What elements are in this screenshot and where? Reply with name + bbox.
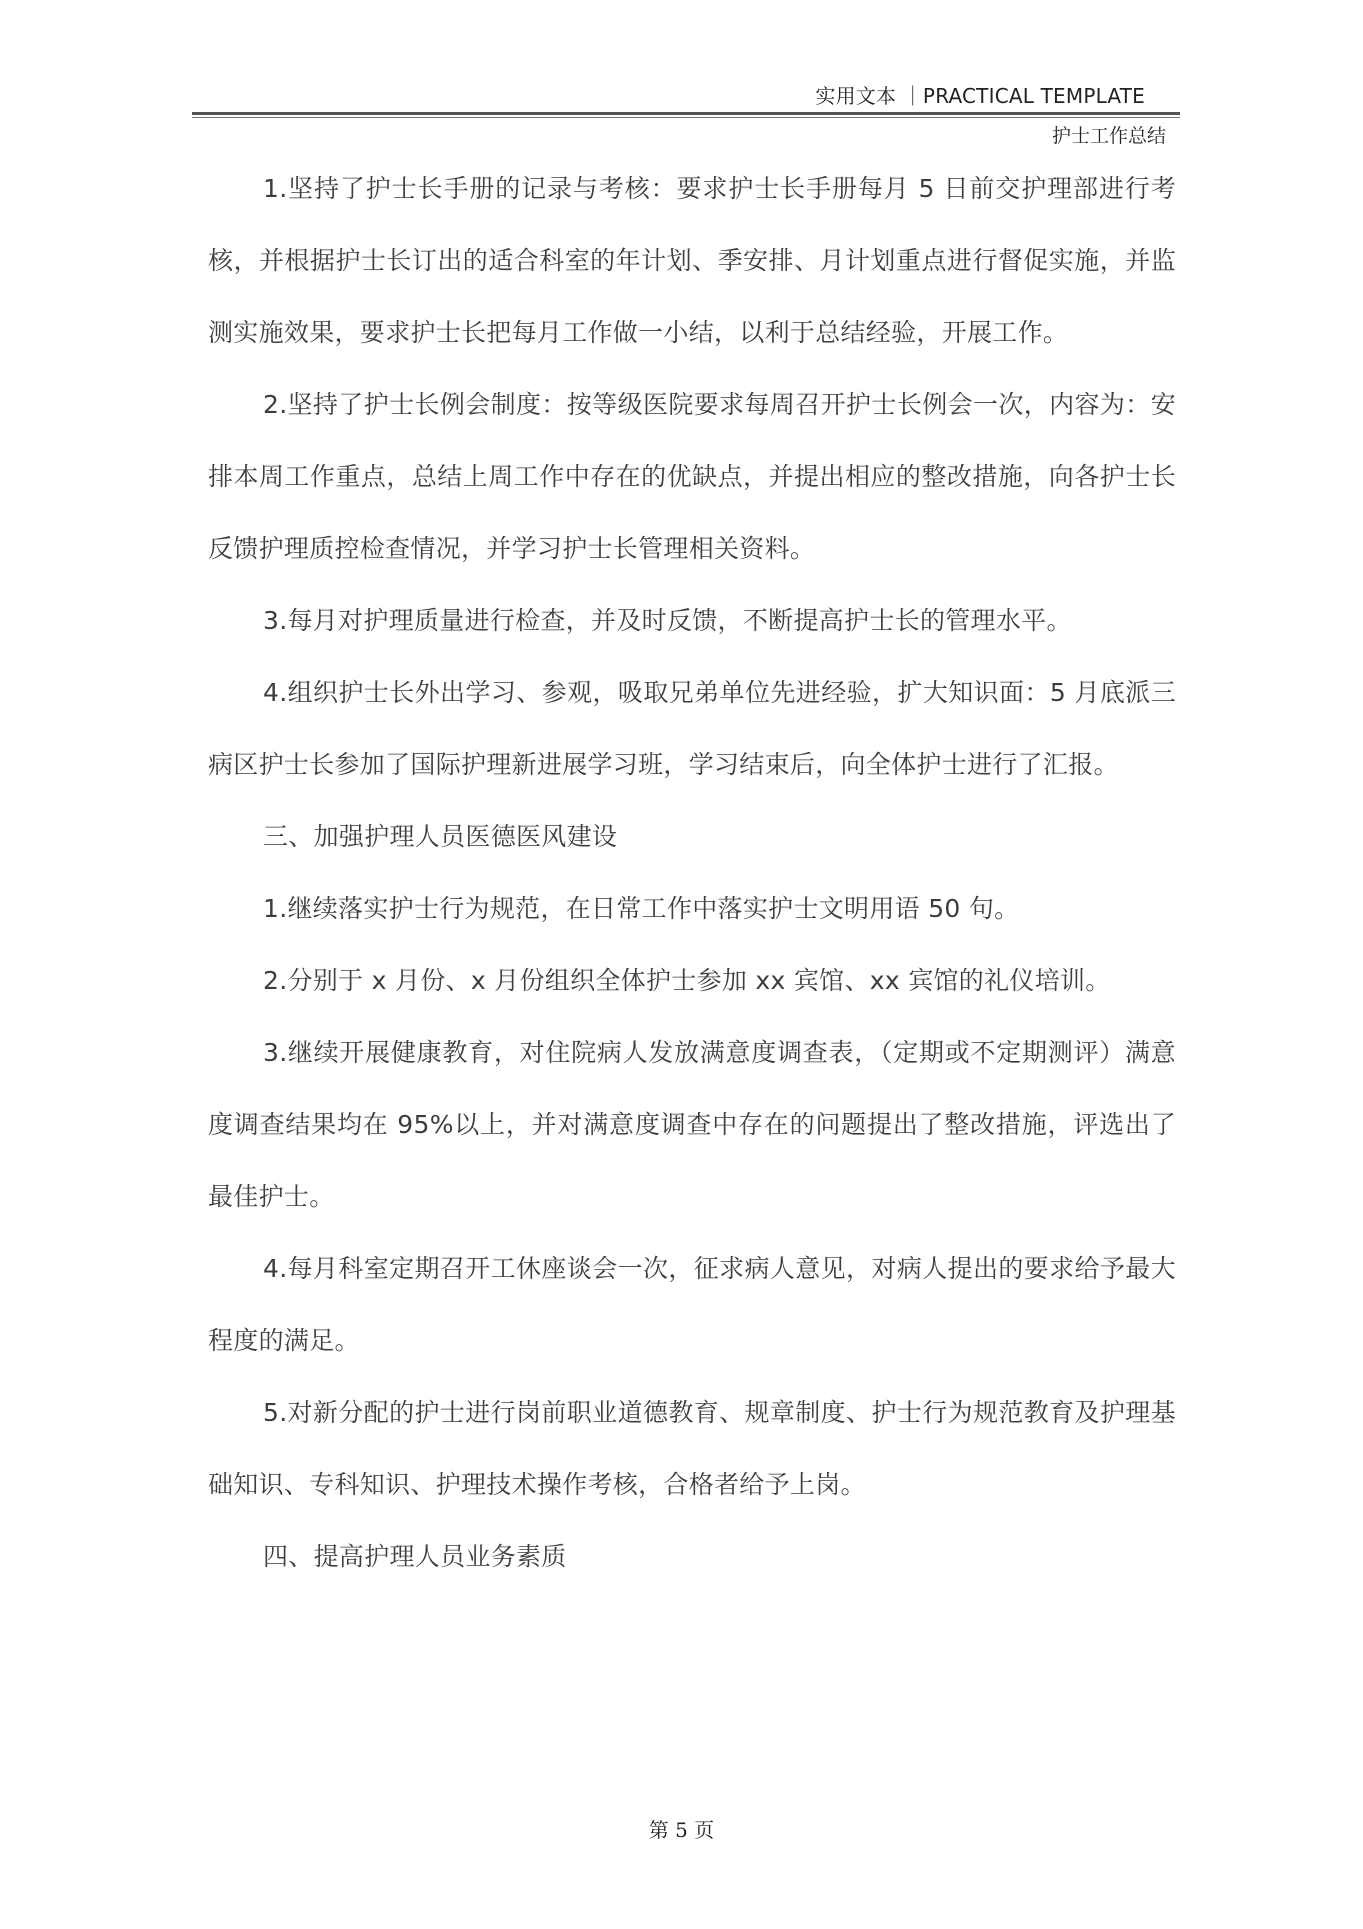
paragraph: 2.坚持了护士长例会制度：按等级医院要求每周召开护士长例会一次，内容为：安排本周工作重点，总结上周工作中存在的优缺点，并提出相应的整改措施，向各护士长反馈护理质控检查情况，并学习护士长管理相关资料。: [208, 390, 1176, 563]
header-rule-thin: [192, 117, 1180, 118]
paragraph: 1.坚持了护士长手册的记录与考核：要求护士长手册每月 5 日前交护理部进行考核，并根据护士长订出的适合科室的年计划、季安排、月计划重点进行督促实施，并监测实施效果，要求护士长把每月工作做一小结，以利于总结经验，开展工作。: [208, 174, 1176, 347]
paragraph: 2.分别于 x 月份、x 月份组织全体护士参加 xx 宾馆、xx 宾馆的礼仪培训。: [263, 966, 1111, 995]
paragraph: 1.继续落实护士行为规范，在日常工作中落实护士文明用语 50 句。: [263, 894, 1020, 923]
paragraph: 5.对新分配的护士进行岗前职业道德教育、规章制度、护士行为规范教育及护理基础知识、专科知识、护理技术操作考核，合格者给予上岗。: [208, 1398, 1176, 1499]
page-number: 第 5 页: [648, 1818, 715, 1842]
document-body: [208, 153, 1176, 1593]
section-heading: 四、提高护理人员业务素质: [263, 1542, 567, 1571]
header-rule-thick: [192, 112, 1180, 115]
paragraph: 3.每月对护理质量进行检查，并及时反馈，不断提高护士长的管理水平。: [263, 606, 1072, 635]
paragraph: 3.继续开展健康教育，对住院病人发放满意度调查表，（定期或不定期测评）满意度调查结果均在 95%以上，并对满意度调查中存在的问题提出了整改措施，评选出了最佳护士。: [208, 1038, 1176, 1211]
page-header: [192, 76, 1180, 146]
section-heading: 三、加强护理人员医德医风建设: [263, 822, 618, 851]
paragraph: 4.每月科室定期召开工休座谈会一次，征求病人意见，对病人提出的要求给予最大程度的满足。: [208, 1254, 1176, 1355]
paragraph: 4.组织护士长外出学习、参观，吸取兄弟单位先进经验，扩大知识面：5 月底派三病区护士长参加了国际护理新进展学习班，学习结束后，向全体护士进行了汇报。: [208, 678, 1176, 779]
header-subtitle: 护士工作总结: [1051, 125, 1166, 147]
header-title: 实用文本 ｜PRACTICAL TEMPLATE: [815, 84, 1145, 108]
